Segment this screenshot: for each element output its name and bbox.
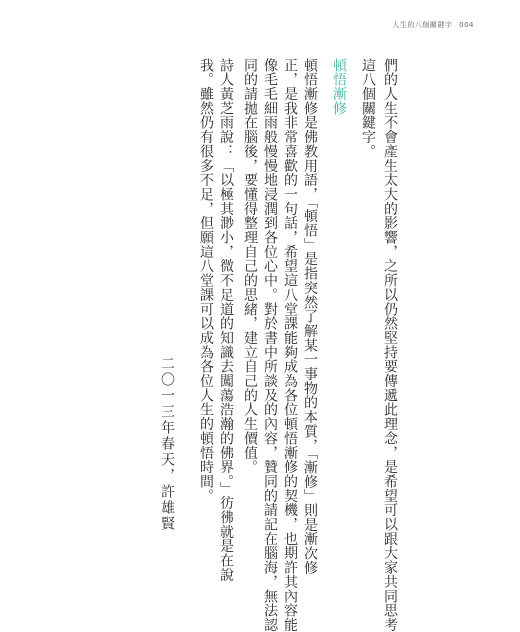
book-title: 人生的八個關鍵字 bbox=[392, 21, 453, 29]
section-heading: 頓悟漸修 bbox=[331, 58, 347, 116]
text-column-2: 這八個關鍵字。 bbox=[360, 58, 376, 159]
running-header bbox=[392, 20, 474, 30]
text-column-3: 頓悟漸修是佛教用語，「頓悟」是指突然了解某一事物的本質，「漸修」則是漸次修 bbox=[302, 58, 318, 575]
text-column-1: 們的人生不會產生太大的影響，之所以仍然堅持要傳遞此理念，是希望可以跟大家共同思考 bbox=[382, 58, 398, 632]
text-column-6: 同的請拋在腦後，要懂得整理自己的思緒，建立自己的人生價值。 bbox=[242, 58, 258, 475]
text-column-7: 詩人黃芝雨說：「以極其渺小，微不足道的知識去闖蕩浩瀚的佛界。」彷彿就是在說 bbox=[218, 58, 234, 582]
text-column-4: 正，是我非常喜歡的一句話，希望這八堂課能夠成為各位頓悟漸修的契機，也期許其內容能 bbox=[282, 58, 298, 632]
text-column-8: 我。雖然仍有很多不足，但願這八堂課可以成為各位人生的頓悟時間。 bbox=[198, 58, 214, 503]
page-number: 004 bbox=[459, 21, 474, 29]
signature-line: 二〇一三年春天，許雄賢 bbox=[159, 356, 175, 532]
text-column-5: 像毛毛細雨般慢慢地浸潤到各位心中。對於書中所談及的內容，贊同的請記在腦海，無法認 bbox=[262, 58, 278, 632]
